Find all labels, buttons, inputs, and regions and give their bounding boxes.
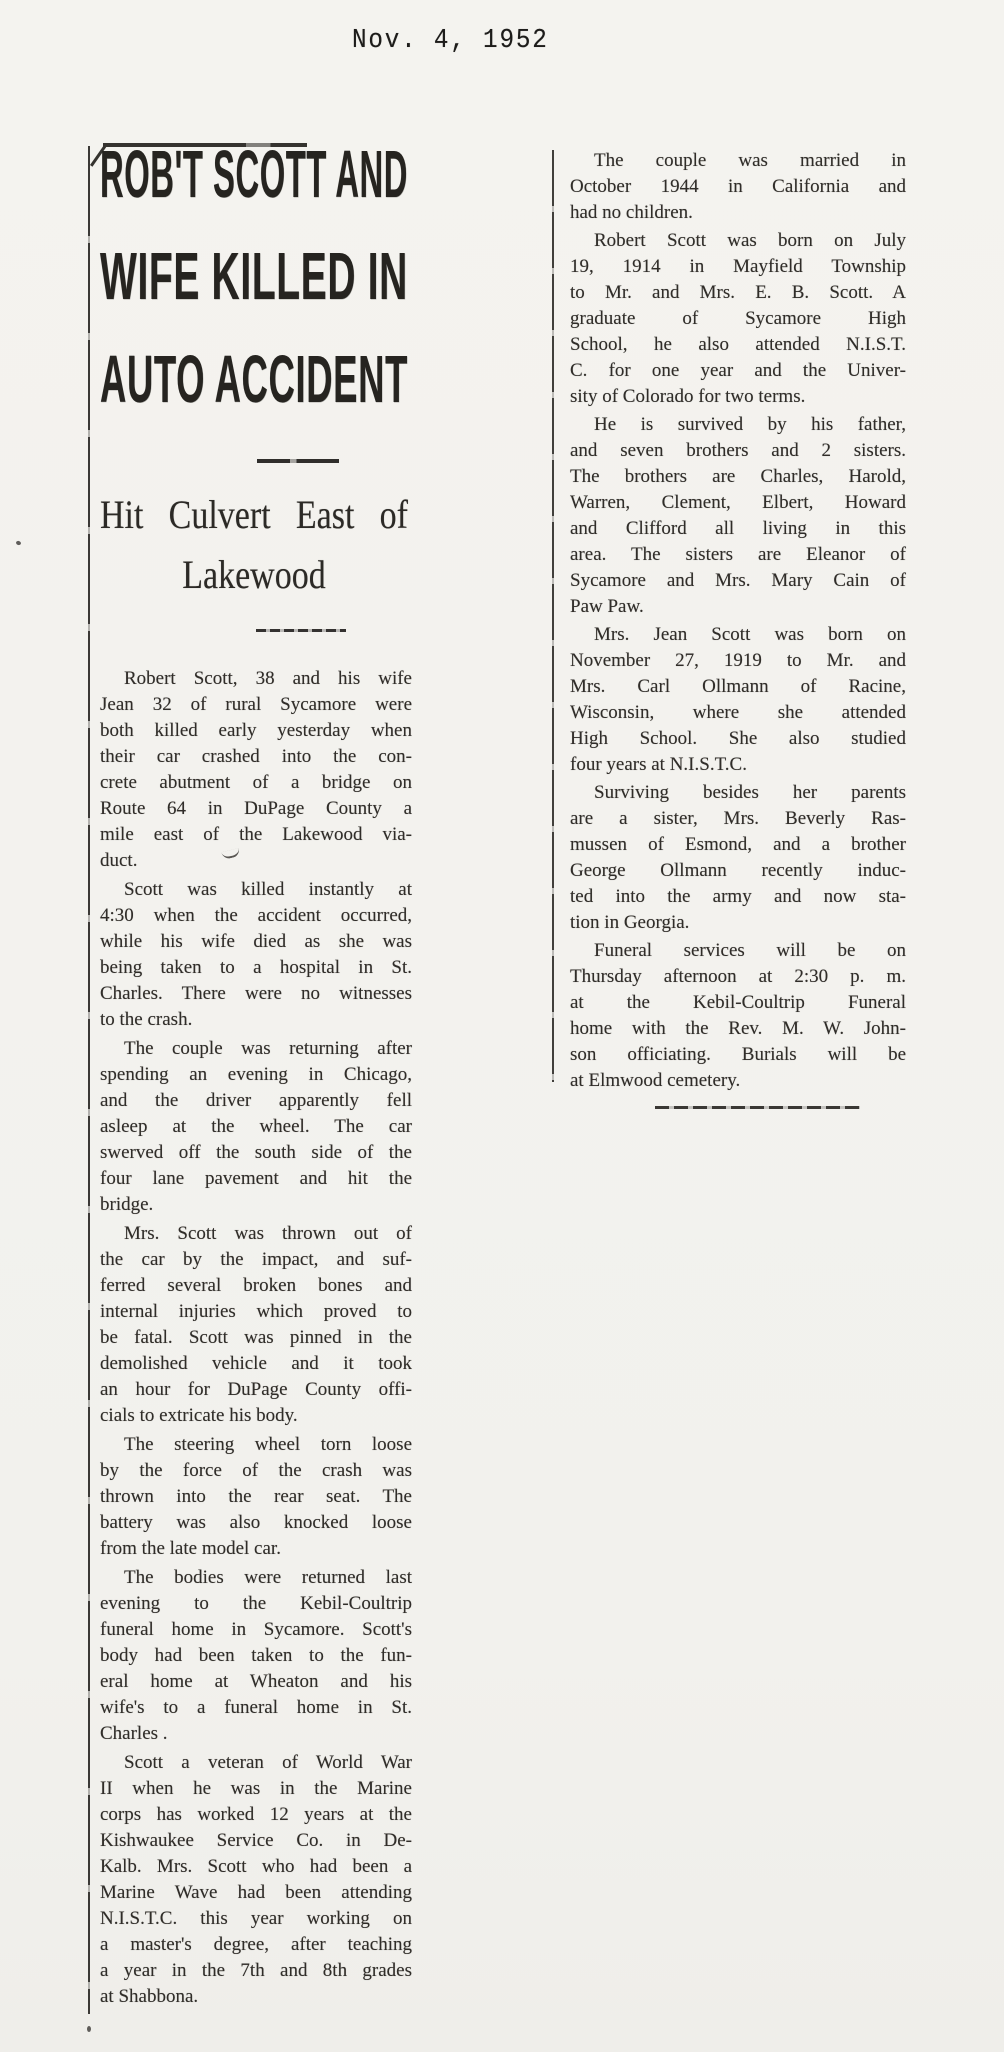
headline-line: WIFE KILLED IN xyxy=(100,238,408,314)
article-line: asleep at the wheel. The car xyxy=(100,1116,412,1137)
article-line: at Elmwood cemetery. xyxy=(570,1070,741,1091)
article-line: bridge. xyxy=(100,1194,154,1215)
article-line: October 1944 in California and xyxy=(570,176,906,197)
paragraph xyxy=(100,666,412,874)
article-column-right xyxy=(570,148,906,1096)
article-line: crete abutment of a bridge on xyxy=(100,772,412,793)
article-column-left xyxy=(100,666,412,2013)
article-line: son officiating. Burials will be xyxy=(570,1044,906,1065)
article-line: four lane pavement and hit the xyxy=(100,1168,412,1189)
article-line: internal injuries which proved to xyxy=(100,1301,412,1322)
date-line: Nov. 4, 1952 xyxy=(352,26,549,56)
article-line: and the driver apparently fell xyxy=(100,1090,412,1111)
article-line: The steering wheel torn loose xyxy=(124,1434,412,1455)
article-line: battery was also knocked loose xyxy=(100,1512,412,1533)
article-line: four years at N.I.S.T.C. xyxy=(570,754,747,775)
article-line: being taken to a hospital in St. xyxy=(100,957,412,978)
article-line: sity of Colorado for two terms. xyxy=(570,386,806,407)
headline-line: ROB'T SCOTT AND xyxy=(100,136,408,212)
article-line: a year in the 7th and 8th grades xyxy=(100,1960,412,1981)
article-line: a master's degree, after teaching xyxy=(100,1934,412,1955)
article-line: Surviving besides her parents xyxy=(594,782,906,803)
article-line: had no children. xyxy=(570,202,693,223)
article-line: mussen of Esmond, and a brother xyxy=(570,834,906,855)
paragraph xyxy=(570,412,906,620)
subhead-divider xyxy=(256,629,346,632)
article-line: are a sister, Mrs. Beverly Ras- xyxy=(570,808,906,829)
article-line: wife's to a funeral home in St. xyxy=(100,1697,412,1718)
headline-line: AUTO ACCIDENT xyxy=(100,341,409,417)
article-end-divider xyxy=(655,1106,860,1109)
paragraph xyxy=(570,780,906,936)
article-line: area. The sisters are Eleanor of xyxy=(570,544,906,565)
article-line: while his wife died as she was xyxy=(100,931,412,952)
article-line: ferred several broken bones and xyxy=(100,1275,412,1296)
article-line: from the late model car. xyxy=(100,1538,281,1559)
article-line: He is survived by his father, xyxy=(594,414,906,435)
article-line: to the crash. xyxy=(100,1009,193,1030)
article-line: Scott a veteran of World War xyxy=(124,1752,412,1773)
article-line: C. for one year and the Univer- xyxy=(570,360,906,381)
article-line: Charles . xyxy=(100,1723,168,1744)
article-line: and Clifford all living in this xyxy=(570,518,906,539)
article-line: thrown into the rear seat. The xyxy=(100,1486,412,1507)
article-line: Mrs. Carl Ollmann of Racine, xyxy=(570,676,906,697)
article-line: by the force of the crash was xyxy=(100,1460,412,1481)
article-line: Wisconsin, where she attended xyxy=(570,702,906,723)
paragraph xyxy=(100,1432,412,1562)
paragraph xyxy=(570,938,906,1094)
article-line: mile east of the Lakewood via- xyxy=(100,824,412,845)
column-divider-rule xyxy=(552,150,554,1082)
article-line: evening to the Kebil-Coultrip xyxy=(100,1593,412,1614)
article-line: Robert Scott was born on July xyxy=(594,230,906,251)
article-line: II when he was in the Marine xyxy=(100,1778,412,1799)
article-line: at Shabbona. xyxy=(100,1986,199,2007)
article-line: Scott was killed instantly at xyxy=(124,879,412,900)
article-line: N.I.S.T.C. this year working on xyxy=(100,1908,412,1929)
article-line: The couple was returning after xyxy=(124,1038,412,1059)
article-line: eral home at Wheaton and his xyxy=(100,1671,412,1692)
article-line: home with the Rev. M. W. John- xyxy=(570,1018,906,1039)
article-line: Route 64 in DuPage County a xyxy=(100,798,412,819)
article-line: George Ollmann recently induc- xyxy=(570,860,906,881)
article-line: graduate of Sycamore High xyxy=(570,308,906,329)
article-line: Mrs. Scott was thrown out of xyxy=(124,1223,412,1244)
article-line: demolished vehicle and it took xyxy=(100,1353,412,1374)
article-line: tion in Georgia. xyxy=(570,912,690,933)
subhead-line-2: Lakewood xyxy=(182,554,326,598)
headline-divider xyxy=(257,459,339,463)
article-line: Funeral services will be on xyxy=(594,940,906,961)
article-line: Warren, Clement, Elbert, Howard xyxy=(570,492,906,513)
article-line: an hour for DuPage County offi- xyxy=(100,1379,412,1400)
ink-speck xyxy=(15,540,21,545)
paragraph xyxy=(100,1036,412,1218)
article-line: corps has worked 12 years at the xyxy=(100,1804,412,1825)
article-line: November 27, 1919 to Mr. and xyxy=(570,650,906,671)
article-line: spending an evening in Chicago, xyxy=(100,1064,412,1085)
article-line: School, he also attended N.I.S.T. xyxy=(570,334,906,355)
article-line: Kalb. Mrs. Scott who had been a xyxy=(100,1856,412,1877)
article-line: Thursday afternoon at 2:30 p. m. xyxy=(570,966,906,987)
article-line: at the Kebil-Coultrip Funeral xyxy=(570,992,906,1013)
article-line: to Mr. and Mrs. E. B. Scott. A xyxy=(570,282,906,303)
paragraph xyxy=(570,622,906,778)
subhead-line-1: Hit Culvert East of xyxy=(100,494,408,538)
paragraph xyxy=(570,228,906,410)
article-line: 19, 1914 in Mayfield Township xyxy=(570,256,906,277)
article-line: Robert Scott, 38 and his wife xyxy=(124,668,412,689)
article-line: ted into the army and now sta- xyxy=(570,886,906,907)
article-line: and seven brothers and 2 sisters. xyxy=(570,440,906,461)
article-line: Charles. There were no witnesses xyxy=(100,983,412,1004)
article-line: funeral home in Sycamore. Scott's xyxy=(100,1619,412,1640)
article-line: cials to extricate his body. xyxy=(100,1405,298,1426)
ink-speck xyxy=(87,2026,91,2032)
paragraph xyxy=(100,1221,412,1429)
paragraph xyxy=(100,877,412,1033)
article-line: duct. xyxy=(100,850,138,871)
article-line: The bodies were returned last xyxy=(124,1567,412,1588)
article-line: 4:30 when the accident occurred, xyxy=(100,905,412,926)
article-line: Mrs. Jean Scott was born on xyxy=(594,624,906,645)
article-line: Paw Paw. xyxy=(570,596,644,617)
article-line: be fatal. Scott was pinned in the xyxy=(100,1327,412,1348)
article-line: The brothers are Charles, Harold, xyxy=(570,466,906,487)
article-line: body had been taken to the fun- xyxy=(100,1645,412,1666)
article-line: Sycamore and Mrs. Mary Cain of xyxy=(570,570,906,591)
article-line: Jean 32 of rural Sycamore were xyxy=(100,694,412,715)
article-line: their car crashed into the con- xyxy=(100,746,412,767)
article-line: both killed early yesterday when xyxy=(100,720,412,741)
paragraph xyxy=(570,148,906,226)
article-line: swerved off the south side of the xyxy=(100,1142,412,1163)
article-line: Marine Wave had been attending xyxy=(100,1882,412,1903)
paragraph xyxy=(100,1750,412,2010)
article-line: Kishwaukee Service Co. in De- xyxy=(100,1830,412,1851)
article-line: The couple was married in xyxy=(594,150,906,171)
left-column-rule xyxy=(88,146,90,2014)
paragraph xyxy=(100,1565,412,1747)
article-line: High School. She also studied xyxy=(570,728,906,749)
article-line: the car by the impact, and suf- xyxy=(100,1249,412,1270)
